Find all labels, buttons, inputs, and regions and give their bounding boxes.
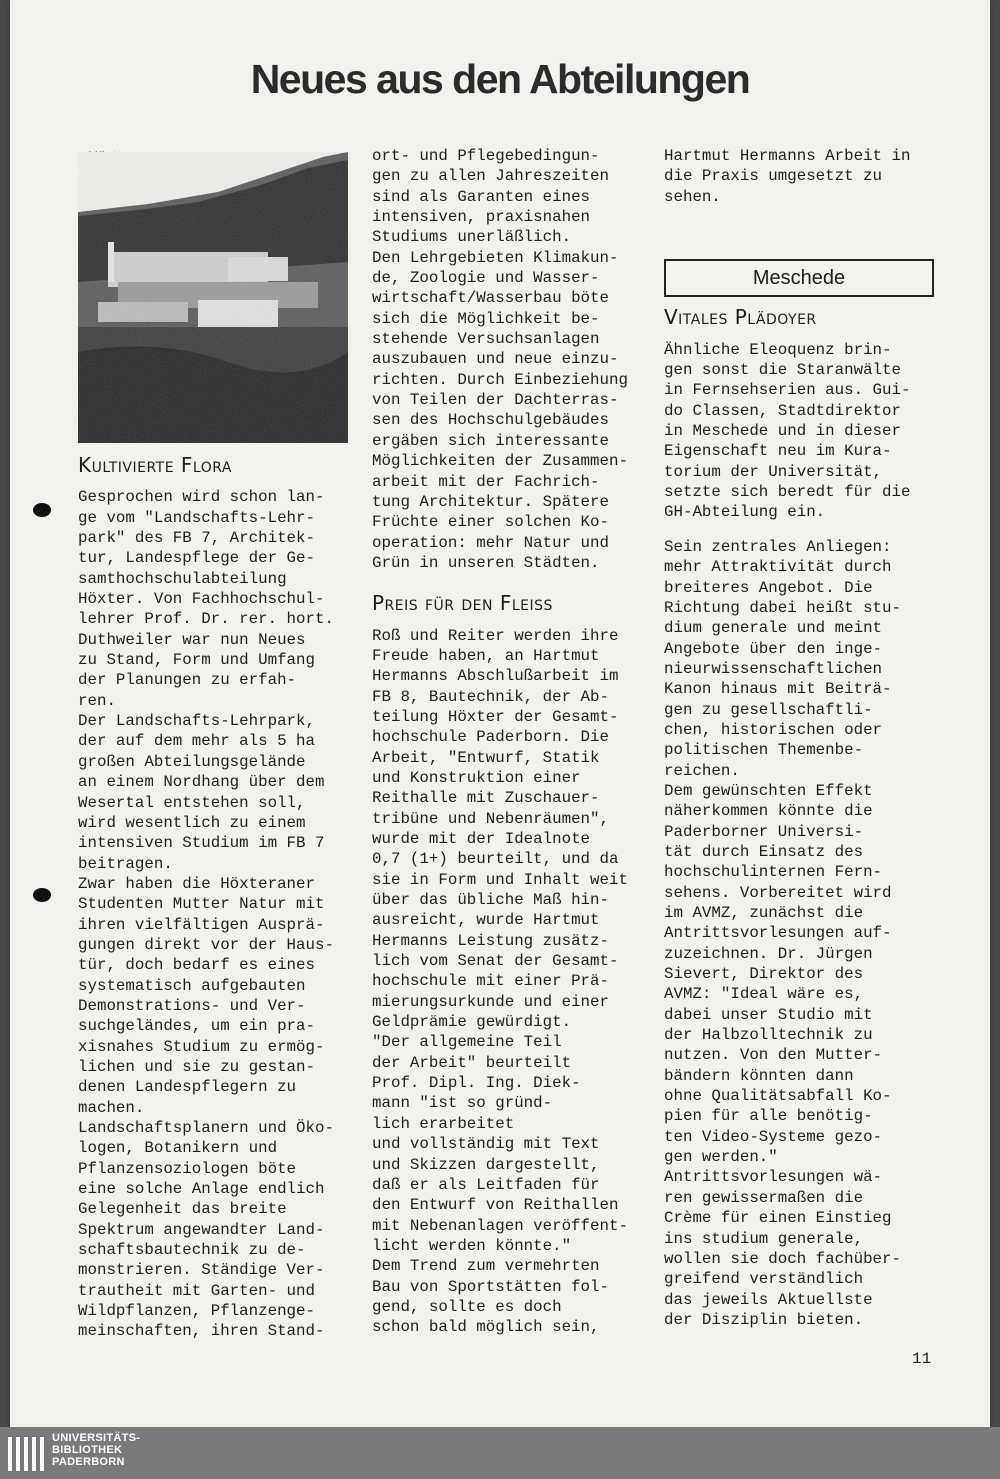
text-line: tür, doch bedarf es eines [78, 956, 315, 975]
text-line: AVMZ: "Ideal wäre es, [664, 985, 864, 1004]
spacer [664, 207, 934, 259]
paragraph [664, 1167, 934, 1330]
text-line: Antrittsvorlesungen auf- [664, 924, 892, 943]
text-line: ins studium generale, [664, 1229, 864, 1248]
text-line: denen Landespflegern zu [78, 1078, 297, 1097]
text-line: gungen direkt vor der Haus- [78, 935, 334, 954]
column-right [664, 146, 934, 1330]
text-line: lichen und sie zu gestan- [78, 1057, 315, 1076]
text-line: ohne Qualitätsabfall Ko- [664, 1087, 892, 1106]
text-line: de, Zoologie und Wasser- [372, 269, 600, 288]
paragraph [372, 1256, 628, 1337]
text-line: Dem Trend zum vermehrten [372, 1257, 600, 1276]
text-line: systematisch aufgebauten [78, 976, 306, 995]
paragraph [372, 146, 628, 248]
text-line: wird wesentlich zu einem [78, 813, 306, 832]
text-line: hochschule mit einer Prä- [372, 972, 609, 991]
text-line: licht werden könnte." [372, 1236, 572, 1255]
text-line: setzte sich beredt für die [664, 483, 911, 502]
text-line: Der Landschafts-Lehrpark, [78, 712, 315, 731]
text-line: Crème für einen Einstieg [664, 1209, 892, 1228]
text-line: park" des FB 7, Architek- [78, 529, 315, 548]
text-line: schaftsbautechnik zu de- [78, 1241, 306, 1260]
text-line: xisnahes Studium zu ermög- [78, 1037, 325, 1056]
text-line: ihren vielfältigen Ausprä- [78, 915, 325, 934]
text-line: politischen Themenbe- [664, 741, 864, 760]
punch-hole-bottom [33, 888, 51, 902]
text-line: gen sonst die Staranwälte [664, 361, 901, 380]
text-line: Früchte einer solchen Ko- [372, 513, 609, 532]
text-line: Dem gewünschten Effekt [664, 781, 873, 800]
text-line: im AVMZ, zunächst die [664, 904, 864, 922]
spacer [372, 573, 628, 587]
text-line: die Praxis umgesetzt zu [664, 167, 883, 186]
text-line: zuzeichnen. Dr. Jürgen [664, 944, 873, 963]
paragraph [664, 340, 934, 523]
library-name [52, 1432, 140, 1468]
text-line: gen werden." [664, 1148, 778, 1167]
text-line: und Konstruktion einer [372, 768, 581, 787]
article-heading: Vitales Plädoyer [664, 305, 817, 330]
text-line: samthochschulabteilung [78, 569, 287, 588]
text-line: wirtschaft/Wasserbau böte [372, 289, 609, 308]
text-line: meinschaften, ihren Stand- [78, 1322, 325, 1341]
text-line: Den Lehrgebieten Klimakun- [372, 248, 619, 267]
text-line: von Teilen der Dachterras- [372, 391, 619, 410]
text-line: Möglichkeiten der Zusammen- [372, 452, 628, 471]
article-heading: Kultivierte Flora [78, 453, 232, 477]
paragraph [78, 874, 334, 1118]
text-line: Studenten Mutter Natur mit [78, 895, 325, 914]
text-line: zu Stand, Form und Umfang [78, 651, 315, 670]
text-line: ergäben sich interessante [372, 431, 609, 450]
text-line: der auf dem mehr als 5 ha [78, 732, 315, 751]
text-line: Wesertal entstehen soll, [78, 793, 306, 812]
text-line: tung Architektur. Spätere [372, 492, 609, 511]
text-line: hochschulinternen Fern- [664, 863, 883, 882]
punch-hole-top [33, 503, 51, 517]
library-footer [0, 1427, 1000, 1479]
paragraph [664, 537, 934, 781]
text-line: und vollständig mit Text [372, 1135, 600, 1154]
text-line: Hermanns Leistung zusätz- [372, 931, 609, 950]
text-line: dabei unser Studio mit [664, 1005, 873, 1024]
text-line: monstrieren. Ständige Ver- [78, 1261, 325, 1280]
text-line: Hartmut Hermanns Arbeit in [664, 147, 911, 165]
text-line: gen zu gesellschaftli- [664, 700, 873, 719]
text-line: Eigenschaft neu im Kura- [664, 442, 892, 461]
text-line: 0,7 (1+) beurteilt, und da [372, 850, 619, 869]
text-line: der Disziplin bieten. [664, 1310, 864, 1329]
text-line: Reithalle mit Zuschauer- [372, 789, 600, 808]
text-line: "Der allgemeine Teil [372, 1033, 562, 1052]
paragraph [664, 146, 934, 207]
text-line: Kanon hinaus mit Beiträ- [664, 680, 892, 699]
text-line: und Skizzen dargestellt, [372, 1155, 600, 1174]
text-line: teilung Höxter der Gesamt- [372, 707, 619, 726]
paragraph [78, 711, 334, 874]
text-line: Duthweiler war nun Neues [78, 630, 306, 649]
text-line: Wildpflanzen, Pflanzenge- [78, 1302, 315, 1321]
text-line: richten. Durch Einbeziehung [372, 370, 628, 389]
text-line: ren. [78, 691, 116, 710]
text-line: tur, Landespflege der Ge- [78, 549, 315, 568]
section-box-heading: Meschede [664, 259, 934, 297]
text-line: beitragen. [78, 854, 173, 873]
text-line: näherkommen könnte die [664, 802, 873, 821]
text-line: nutzen. Von den Mutter- [664, 1046, 883, 1065]
text-line: gen zu allen Jahreszeiten [372, 167, 609, 186]
text-line: Spektrum angewandter Land- [78, 1220, 325, 1239]
text-line: Angebote über den inge- [664, 639, 883, 658]
text-line: dium generale und meint [664, 619, 883, 638]
text-line: sen des Hochschulgebäudes [372, 411, 609, 430]
text-line: ten Video-Systeme gezo- [664, 1127, 883, 1146]
text-line: lehrer Prof. Dr. rer. hort. [78, 610, 334, 629]
text-line: Prof. Dipl. Ing. Diek- [372, 1074, 581, 1093]
text-line: arbeit mit der Fachrich- [372, 472, 600, 491]
text-line: Pflanzensoziologen böte [78, 1159, 297, 1178]
text-line: lich erarbeitet [372, 1114, 515, 1133]
paragraph [664, 781, 934, 1168]
text-line: Höxter. Von Fachhochschul- [78, 590, 325, 609]
paragraph [372, 1032, 628, 1256]
campus-photo [78, 152, 348, 443]
text-line: an einem Nordhang über dem [78, 773, 325, 792]
text-line: operation: mehr Natur und [372, 533, 609, 552]
text-line: Zwar haben die Höxteraner [78, 874, 315, 893]
text-line: sie in Form und Inhalt weit [372, 870, 628, 889]
text-line: großen Abteilungsgelände [78, 752, 306, 771]
text-line: den Entwurf von Reithallen [372, 1196, 619, 1215]
text-line: ge vom "Landschafts-Lehr- [78, 508, 315, 527]
paragraph [78, 487, 334, 711]
text-line: mit Nebenanlagen veröffent- [372, 1216, 628, 1235]
text-line: der Halbzolltechnik zu [664, 1026, 873, 1045]
text-line: reichen. [664, 761, 740, 780]
paragraph [372, 248, 628, 574]
text-line: Hermanns Abschlußarbeit im [372, 667, 619, 686]
text-line: sind als Garanten eines [372, 187, 591, 206]
text-line: das jeweils Aktuellste [664, 1290, 873, 1309]
column-middle [372, 146, 628, 1338]
column-left [78, 449, 334, 1342]
text-line: Grün in unseren Städten. [372, 553, 600, 572]
text-line: tribüne und Nebenräumen", [372, 809, 609, 828]
library-logo-icon [6, 1433, 48, 1473]
library-line: PADERBORN [52, 1456, 125, 1468]
text-line: daß er als Leitfaden für [372, 1175, 600, 1194]
text-line: Paderborner Universi- [664, 822, 864, 841]
text-line: mierungsurkunde und einer [372, 992, 609, 1011]
text-line: tät durch Einsatz des [664, 842, 864, 861]
text-line: Antrittsvorlesungen wä- [664, 1168, 883, 1187]
text-line: Geldprämie gewürdigt. [372, 1013, 572, 1032]
text-line: Arbeit, "Entwurf, Statik [372, 748, 600, 767]
text-line: eine solche Anlage endlich [78, 1180, 325, 1199]
text-line: Freude haben, an Hartmut [372, 646, 600, 665]
text-line: ausreicht, wurde Hartmut [372, 911, 600, 930]
text-line: Studiums unerläßlich. [372, 228, 572, 247]
paragraph [372, 626, 628, 1033]
text-line: Bau von Sportstätten fol- [372, 1277, 609, 1296]
article-heading: Preis für den Fleiss [372, 591, 553, 616]
text-line: Roß und Reiter werden ihre [372, 626, 619, 645]
text-line: auszubauen und neue einzu- [372, 350, 619, 369]
text-line: gend, sollte es doch [372, 1297, 562, 1316]
text-line: Sein zentrales Anliegen: [664, 537, 892, 556]
text-line: schon bald möglich sein, [372, 1318, 600, 1337]
text-line: über das übliche Maß hin- [372, 891, 609, 910]
text-line: wollen sie doch fachüber- [664, 1249, 901, 1268]
text-line: lich vom Senat der Gesamt- [372, 952, 619, 971]
text-line: Demonstrations- und Ver- [78, 996, 306, 1015]
text-line: mann "ist so gründ- [372, 1094, 553, 1113]
text-line: stehende Versuchsanlagen [372, 330, 600, 349]
spacer [664, 523, 934, 537]
text-line: der Planungen zu erfah- [78, 671, 297, 690]
text-line: ren gewissermaßen die [664, 1188, 864, 1207]
paragraph [78, 1118, 334, 1342]
text-line: ort- und Pflegebedingun- [372, 147, 600, 165]
text-line: hochschule Paderborn. Die [372, 728, 609, 747]
text-line: wurde mit der Idealnote [372, 830, 591, 848]
text-line: sehens. Vorbereitet wird [664, 883, 892, 902]
text-line: mehr Attraktivität durch [664, 558, 892, 577]
text-line: FB 8, Bautechnik, der Ab- [372, 687, 609, 706]
text-line: chen, historischen oder [664, 720, 883, 739]
text-line: Gesprochen wird schon lan- [78, 488, 325, 507]
text-line: machen. [78, 1098, 145, 1117]
text-line: breiteres Angebot. Die [664, 578, 873, 597]
text-line: der Arbeit" beurteilt [372, 1053, 572, 1072]
page-number: 11 [912, 1350, 932, 1368]
text-line: intensiven, praxisnahen [372, 208, 591, 227]
text-line: Sievert, Direktor des [664, 965, 864, 984]
text-line: suchgeländes, um ein pra- [78, 1017, 315, 1036]
text-line: do Classen, Stadtdirektor [664, 401, 901, 420]
page-title: Neues aus den Abteilungen [250, 56, 750, 102]
text-line: trautheit mit Garten- und [78, 1281, 315, 1300]
text-line: sich die Möglichkeit be- [372, 309, 600, 328]
text-line: Richtung dabei heißt stu- [664, 598, 901, 617]
text-line: pien für alle benötig- [664, 1107, 873, 1126]
text-line: Gelegenheit das breite [78, 1200, 287, 1219]
text-line: in Meschede und in dieser [664, 422, 901, 441]
text-line: nieurwissenschaftlichen [664, 659, 883, 678]
text-line: GH-Abteilung ein. [664, 503, 826, 522]
library-line: UNIVERSITÄTS- [52, 1432, 141, 1444]
text-line: Ähnliche Eleoquenz brin- [664, 340, 892, 359]
text-line: Landschaftsplanern und Öko- [78, 1119, 334, 1137]
text-line: greifend verständlich [664, 1270, 864, 1289]
text-line: intensiven Studium im FB 7 [78, 834, 325, 853]
text-line: in Fernsehserien aus. Gui- [664, 381, 911, 400]
text-line: torium der Universität, [664, 462, 883, 481]
text-line: logen, Botanikern und [78, 1139, 278, 1158]
library-line: BIBLIOTHEK [52, 1444, 123, 1456]
text-line: sehen. [664, 187, 721, 206]
text-line: bändern könnten dann [664, 1066, 854, 1085]
